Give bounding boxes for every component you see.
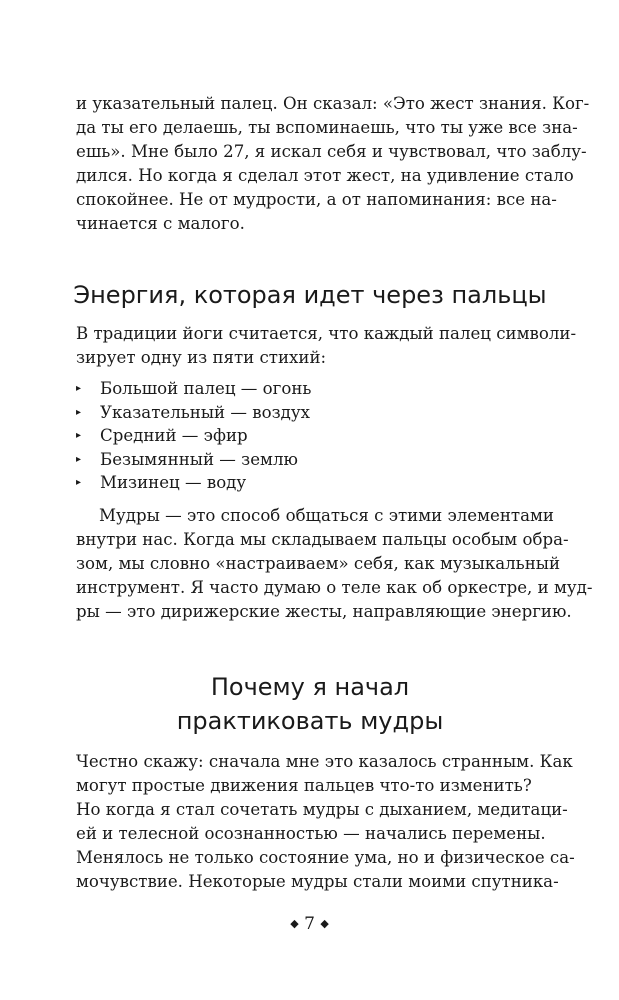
text-line: и указательный палец. Он сказал: «Это жест знания. Ког-	[76, 94, 590, 113]
section-intro-paragraph	[76, 322, 577, 370]
list-item-text: Средний — эфир	[100, 426, 248, 445]
text-line: ры — это дирижерские жесты, направляющие энергию.	[76, 602, 572, 621]
list-item	[76, 377, 311, 401]
text-line: дился. Но когда я сделал этот жест, на удивление стало	[76, 166, 574, 185]
section-heading: Энергия, которая идет через пальцы	[73, 281, 547, 309]
page-footer	[0, 912, 619, 936]
diamond-ornament-icon: ◆	[290, 917, 299, 930]
list-item	[76, 448, 311, 472]
list-item-text: Указательный — воздух	[100, 402, 310, 422]
text-line: Честно скажу: сначала мне это казалось странным. Как	[76, 752, 573, 771]
heading-line: Почему я начал	[210, 673, 410, 701]
mudras-paragraph	[76, 504, 593, 624]
text-line: Но когда я стал сочетать мудры с дыханием, медитаци-	[76, 800, 568, 819]
text-line: могут простые движения пальцев что-то изменить?	[76, 776, 532, 795]
list-item	[76, 401, 311, 425]
text-line: да ты его делаешь, ты вспоминаешь, что ты уже все зна-	[76, 118, 578, 137]
triangle-bullet-icon: ▸	[76, 406, 82, 418]
triangle-bullet-icon: ▸	[76, 383, 82, 394]
text-line: ешь». Мне было 27, я искал себя и чувствовал, что заблу-	[76, 142, 587, 161]
text-line: инструмент. Я часто думаю о теле как об оркестре, и муд-	[76, 578, 593, 597]
diamond-ornament-icon: ◆	[320, 917, 329, 930]
text-line: ей и телесной осознанностью — начались перемены.	[76, 824, 546, 843]
why-paragraph	[76, 750, 575, 894]
elements-list	[76, 377, 311, 495]
triangle-bullet-icon: ▸	[76, 430, 82, 441]
triangle-bullet-icon: ▸	[76, 453, 82, 465]
text-line: Мудры — это способ общаться с этими элементами	[99, 506, 554, 525]
list-item-text: Мизинец — воду	[100, 473, 247, 492]
text-line: зом, мы словно «настраиваем» себя, как музыкальный	[76, 554, 561, 573]
heading-line: практиковать мудры	[176, 707, 444, 735]
section-heading	[40, 670, 580, 738]
list-item	[76, 471, 311, 495]
text-line: Менялось не только состояние ума, но и физическое са-	[76, 848, 575, 867]
triangle-bullet-icon: ▸	[76, 477, 82, 488]
text-line: мочувствие. Некоторые мудры стали моими спутника-	[76, 872, 559, 891]
list-item	[76, 424, 311, 448]
text-line: внутри нас. Когда мы складываем пальцы особым обра-	[76, 530, 569, 549]
list-item-text: Безымянный — землю	[100, 449, 298, 469]
text-line: зирует одну из пяти стихий:	[76, 348, 327, 367]
page-number: 7	[304, 914, 315, 934]
intro-paragraph	[76, 92, 590, 236]
list-item-text: Большой палец — огонь	[100, 379, 312, 398]
text-line: чинается с малого.	[76, 214, 245, 233]
text-line: В традиции йоги считается, что каждый палец символи-	[76, 324, 577, 343]
text-line: спокойнее. Не от мудрости, а от напоминания: все на-	[76, 190, 557, 209]
